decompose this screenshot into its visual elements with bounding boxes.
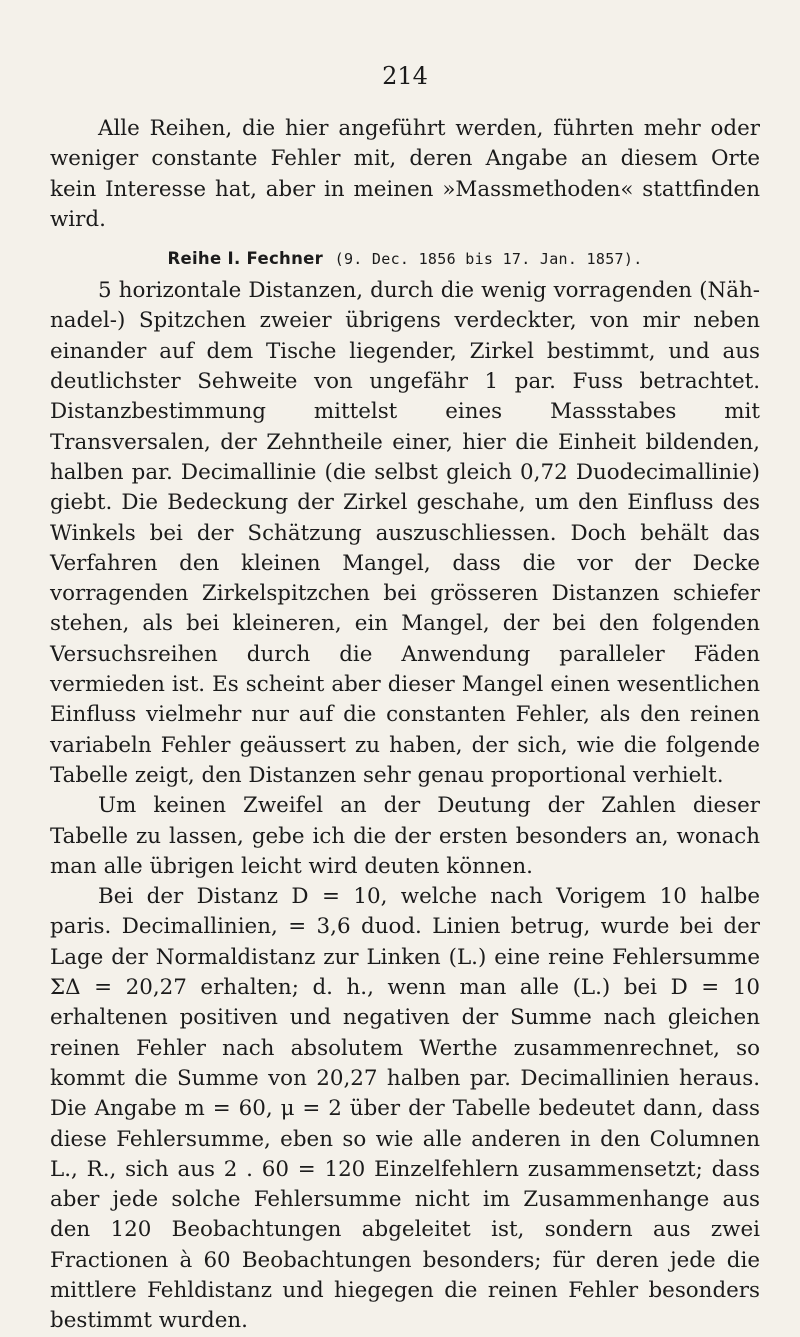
page-number: 214 xyxy=(382,62,428,90)
intro-paragraph: Alle Reihen, die hier angeführt werden, führten mehr oder weniger constante Fehler mit, deren Angabe an diesem Orte kein Interesse hat, aber in meinen »Massmethoden« stattfinden wird. xyxy=(50,116,760,232)
body-paragraph-2: Um keinen Zweifel an der Deutung der Zahlen dieser Tabelle zu lassen, gebe ich die der ersten besonders an, wonach man alle übrigen leicht wird deuten können. xyxy=(50,793,760,879)
section-heading xyxy=(50,249,760,268)
series-dates: (9. Dec. 1856 bis 17. Jan. 1857). xyxy=(334,250,643,269)
body-paragraph-1: 5 horizontale Distanzen, durch die wenig vorragenden (Näh-nadel-) Spitzchen zweier übrigens verdeckter, von mir neben einander auf dem Tische liegender, Zirkel bestimmt, und aus deutlichster Sehweite von ungefähr 1 par. Fuss betrachtet. Distanzbestimmung mittelst eines Massstabes mit Transversalen, der Zehntheile einer, hier die Einheit bildenden, halben par. Decimallinie (die selbst gleich 0,72 Duodecimallinie) giebt. Die Bedeckung der Zirkel geschahe, um den Einfluss des Winkels bei der Schätzung auszuschliessen. Doch behält das Verfahren den kleinen Mangel, dass die vor der Decke vorragenden Zirkelspitzchen bei grösseren Distanzen schiefer stehen, als bei kleineren, ein Mangel, der bei den folgenden Versuchsreihen durch die Anwendung paralleler Fäden vermieden ist. Es scheint aber dieser Mangel einen wesentlichen Einfluss vielmehr nur auf die constanten Fehler, als den reinen variabeln Fehler geäussert zu haben, der sich, wie die folgende Tabelle zeigt, den Distanzen sehr genau proportional verhielt. xyxy=(50,278,760,788)
series-title: Reihe I. Fechner xyxy=(167,249,324,269)
body-paragraph-3: Bei der Distanz D = 10, welche nach Vorigem 10 halbe paris. Decimallinien, = 3,6 duod. Linien betrug, wurde bei der Lage der Normaldistanz zur Linken (L.) eine reine Fehlersumme ΣΔ = 20,27 erhalten; d. h., wenn man alle (L.) bei D = 10 erhaltenen positiven und negativen der Summe nach gleichen reinen Fehler nach absolutem Werthe zusammenrechnet, so kommt die Summe von 20,27 halben par. Decimallinien heraus. Die Angabe m = 60, μ = 2 über der Tabelle bedeutet dann, dass diese Fehlersumme, eben so wie alle anderen in den Columnen L., R., sich aus 2 . 60 = 120 Einzelfehlern zusammensetzt; dass aber jede solche Fehlersumme nicht im Zusammenhange aus den 120 Beobachtungen abgeleitet ist, sondern aus zwei Fractionen à 60 Beobachtungen besonders; für deren jede die mittlere Fehldistanz und hiegegen die reinen Fehler besonders bestimmt wurden. xyxy=(50,884,760,1334)
